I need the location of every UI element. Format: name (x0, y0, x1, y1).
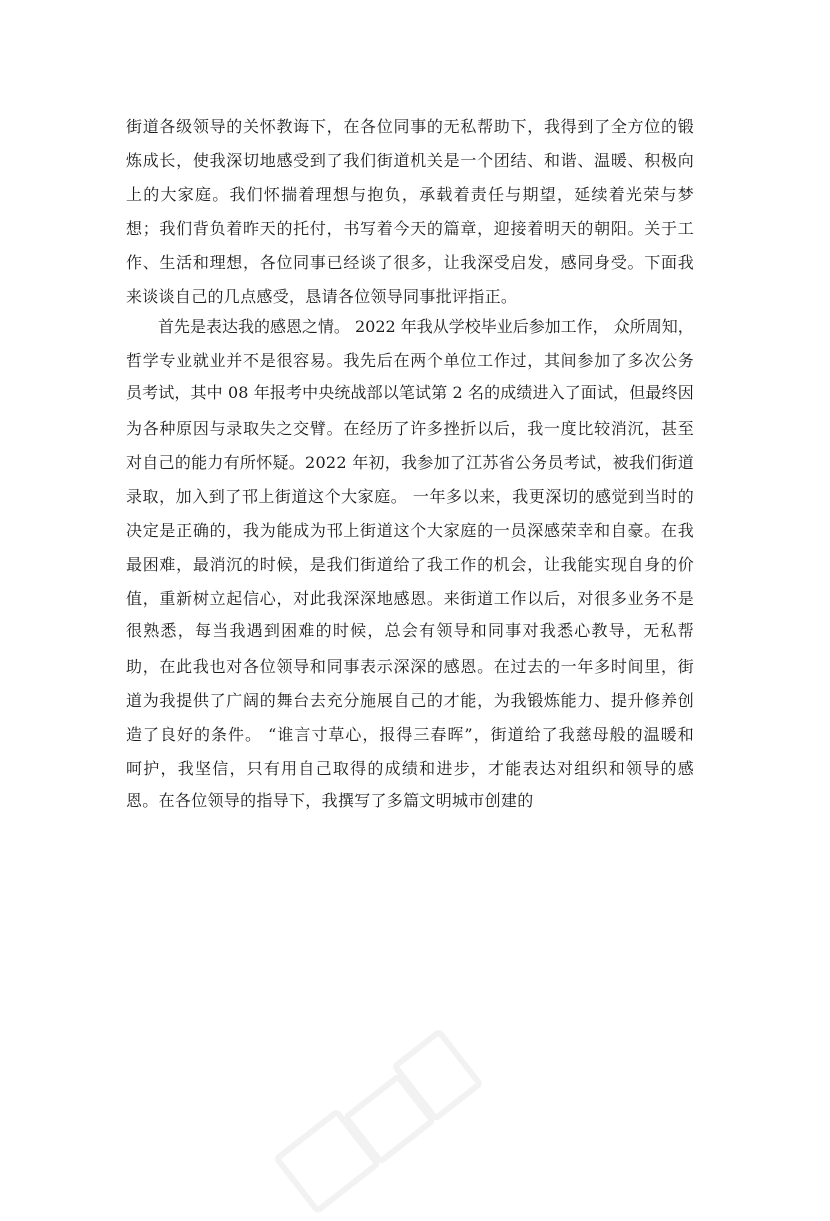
paragraph-2-line: 道为我提供了广阔的舞台去充分施展自己的才能，为我锻炼能力、提升修养创 (126, 691, 695, 710)
paragraph-1-line: 想；我们背负着昨天的托付，书写着今天的篇章，迎接着明天的朝阳。关于工 (126, 219, 695, 238)
paragraph-2-line: 很熟悉，每当我遇到困难的时候，总会有领导和同事对我悉心教导，无私帮 (126, 621, 695, 640)
paragraph-2-line: 对自己的能力有所怀疑。2022 年初，我参加了江苏省公务员考试，被我们街道 (126, 453, 694, 472)
paragraph-2-line: 哲学专业就业并不是很容易。我先后在两个单位工作过，其间参加了多次公务 (126, 351, 695, 370)
paragraph-1-line: 来谈谈自己的几点感受，恳请各位领导同事批评指正。 (126, 287, 518, 306)
paragraph-2-line: 造了良好的条件。 “谁言寸草心，报得三春晖”，街道给了我慈母般的温暖和 (126, 725, 695, 744)
paragraph-1-line: 炼成长，使我深切地感受到了我们街道机关是一个团结、和谐、温暖、积极向 (126, 151, 695, 170)
watermark-logo (273, 1029, 488, 1221)
paragraph-2-line: 决定是正确的，我为能成为邗上街道这个大家庭的一员深感荣幸和自豪。在我 (126, 521, 695, 540)
paragraph-2-line: 恩。在各位领导的指导下，我撰写了多篇文明城市创建的 (126, 791, 534, 810)
paragraph-2-line: 值，重新树立起信心，对此我深深地感恩。来街道工作以后，对很多业务不是 (126, 589, 695, 608)
paragraph-2-line: 呵护，我坚信，只有用自己取得的成绩和进步，才能表达对组织和领导的感 (126, 759, 695, 778)
paragraph-1-line: 作、生活和理想，各位同事已经谈了很多，让我深受启发，感同身受。下面我 (126, 253, 695, 272)
paragraph-2-line: 为各种原因与录取失之交臂。在经历了许多挫折以后，我一度比较消沉，甚至 (126, 419, 695, 438)
paragraph-2-line: 助，在此我也对各位领导和同事表示深深的感恩。在过去的一年多时间里，街 (126, 657, 695, 676)
paragraph-1-line: 街道各级领导的关怀教诲下，在各位同事的无私帮助下，我得到了全方位的锻 (126, 117, 695, 136)
paragraph-2-line: 员考试，其中 08 年报考中央统战部以笔试第 2 名的成绩进入了面试，但最终因 (126, 383, 694, 402)
paragraph-1-line: 上的大家庭。我们怀揣着理想与抱负，承载着责任与期望，延续着光荣与梦 (126, 185, 695, 204)
paragraph-2-line: 最困难，最消沉的时候，是我们街道给了我工作的机会，让我能实现自身的价 (126, 555, 695, 574)
paragraph-2-line: 首先是表达我的感恩之情。 2022 年我从学校毕业后参加工作， 众所周知， (158, 317, 694, 336)
paragraph-2-line: 录取，加入到了邗上街道这个大家庭。 一年多以来，我更深切的感觉到当时的 (126, 487, 695, 506)
